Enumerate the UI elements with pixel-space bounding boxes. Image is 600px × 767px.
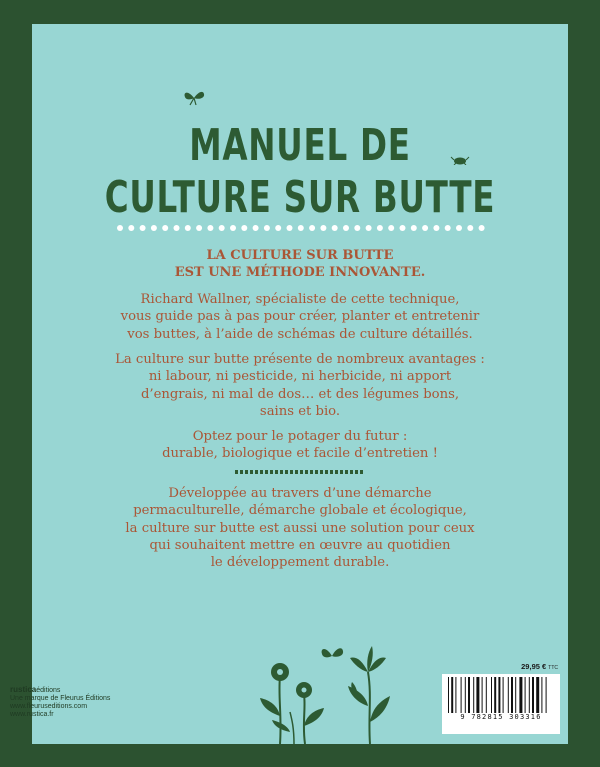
- divider-dot: [219, 225, 225, 231]
- barcode-bar: [486, 677, 487, 713]
- barcode-bar: [529, 677, 530, 713]
- dotted-divider: [116, 224, 488, 232]
- divider-dot: [140, 225, 146, 231]
- divider-dot: [264, 225, 270, 231]
- divider-dot: [388, 225, 394, 231]
- barcode-bar: [473, 677, 474, 713]
- intro-line-1: LA CULTURE SUR BUTTE: [206, 248, 394, 263]
- divider-dash: [355, 470, 358, 474]
- barcode-bar: [515, 677, 516, 713]
- paragraph-advantages: [72, 351, 528, 420]
- divider-dot: [207, 225, 213, 231]
- paragraph-author: [72, 291, 528, 343]
- barcode-bar: [519, 677, 522, 713]
- intro-line-2: EST UNE MÉTHODE INNOVANTE.: [174, 265, 426, 281]
- publisher-website[interactable]: www.fleuruseditions.com: [10, 703, 88, 710]
- text-line: vos buttes, à l’aide de schémas de culture détaillés.: [127, 326, 473, 342]
- divider-dash: [265, 470, 268, 474]
- text-line: permaculturelle, démarche globale et écologique,: [133, 503, 467, 519]
- text-line: la culture sur butte est aussi une solution pour ceux: [125, 520, 475, 536]
- text-line: Développée au travers d’une démarche: [168, 486, 432, 501]
- cover-panel: [32, 24, 568, 744]
- divider-dash: [310, 470, 313, 474]
- divider-dash: [340, 470, 343, 474]
- divider-dot: [185, 225, 191, 231]
- divider-dot: [162, 225, 168, 231]
- barcode-bar: [482, 677, 483, 713]
- divider-dash: [330, 470, 333, 474]
- barcode-bar: [532, 677, 534, 713]
- divider-dot: [366, 225, 372, 231]
- divider-dot: [354, 225, 360, 231]
- butterfly-icon: [182, 88, 206, 106]
- publisher-line: Une marque de Fleurus Éditions: [10, 695, 111, 702]
- text-line: d’engrais, ni mal de dos… et des légumes bons,: [140, 386, 460, 402]
- divider-dot: [479, 225, 485, 231]
- book-title: [102, 120, 499, 224]
- isbn-digits: 9 782815 303316: [460, 713, 542, 721]
- paragraph-permaculture: [72, 485, 528, 571]
- barcode-bar: [476, 677, 479, 713]
- barcode-bar: [541, 677, 542, 713]
- divider-dot: [411, 225, 417, 231]
- barcode-bar: [525, 677, 526, 713]
- divider-dash: [360, 470, 363, 474]
- divider-dot: [309, 225, 315, 231]
- divider-dash: [285, 470, 288, 474]
- price-unit: TTC: [548, 665, 558, 671]
- paragraph-future: [72, 428, 528, 463]
- barcode-bar: [503, 677, 504, 713]
- dashed-divider: [235, 470, 365, 474]
- barcode: [442, 674, 560, 734]
- barcode-bar: [511, 677, 513, 713]
- divider-dash: [270, 470, 273, 474]
- divider-dot: [377, 225, 383, 231]
- text-line: ni labour, ni pesticide, ni herbicide, ni apport: [148, 369, 452, 385]
- divider-dot: [287, 225, 293, 231]
- divider-dash: [305, 470, 308, 474]
- divider-dash: [260, 470, 263, 474]
- text-line: sains et bio.: [259, 403, 341, 419]
- divider-dot: [320, 225, 326, 231]
- text-line: qui souhaitent mettre en œuvre au quotidien: [149, 537, 451, 553]
- divider-dot: [422, 225, 428, 231]
- divider-dash: [295, 470, 298, 474]
- barcode-bar: [494, 677, 496, 713]
- text-line: La culture sur butte présente de nombreux avantages :: [115, 352, 485, 367]
- divider-dash: [275, 470, 278, 474]
- divider-dot: [117, 225, 123, 231]
- divider-dash: [300, 470, 303, 474]
- divider-dot: [128, 225, 134, 231]
- text-line: le développement durable.: [210, 555, 390, 571]
- price-value: 29,95 €: [521, 662, 547, 671]
- divider-dot: [151, 225, 157, 231]
- barcode-bar: [508, 677, 509, 713]
- divider-dash: [335, 470, 338, 474]
- publisher-brand: rustica: [10, 685, 37, 694]
- intro-text: [72, 247, 528, 282]
- divider-dot: [400, 225, 406, 231]
- divider-dash: [280, 470, 283, 474]
- publisher-website[interactable]: www.rustica.fr: [10, 711, 54, 718]
- barcode-bar: [546, 677, 547, 713]
- title-line-2: CULTURE SUR BUTTE: [104, 172, 496, 223]
- flowers-illustration: [250, 636, 400, 744]
- barcode-bar: [451, 677, 453, 713]
- barcode-bar: [536, 677, 539, 713]
- divider-dot: [174, 225, 180, 231]
- publisher-info: [10, 686, 110, 719]
- divider-dot: [343, 225, 349, 231]
- divider-dash: [345, 470, 348, 474]
- text-line: vous guide pas à pas pour créer, planter et entretenir: [120, 309, 480, 325]
- divider-dot: [230, 225, 236, 231]
- divider-dot: [456, 225, 462, 231]
- divider-dash: [245, 470, 248, 474]
- barcode-bar: [468, 677, 470, 713]
- divider-dot: [332, 225, 338, 231]
- divider-dot: [433, 225, 439, 231]
- text-line: durable, biologique et facile d’entretien !: [162, 446, 438, 462]
- text-line: Optez pour le potager du futur :: [192, 429, 408, 444]
- divider-dash: [290, 470, 293, 474]
- divider-dot: [241, 225, 247, 231]
- text-line: Richard Wallner, spécialiste de cette technique,: [140, 292, 460, 307]
- barcode-bar: [498, 677, 500, 713]
- barcode-bar: [448, 677, 449, 713]
- divider-dash: [250, 470, 253, 474]
- divider-dash: [315, 470, 318, 474]
- barcode-bar: [465, 677, 466, 713]
- divider-dot: [196, 225, 202, 231]
- divider-dot: [298, 225, 304, 231]
- divider-dot: [467, 225, 473, 231]
- price-label: [521, 662, 558, 671]
- divider-dot: [253, 225, 259, 231]
- publisher-brand-suffix: éditions: [36, 687, 61, 694]
- barcode-bar: [455, 677, 456, 713]
- title-line-1: MANUEL DE: [189, 120, 411, 171]
- barcode-area: [442, 662, 560, 735]
- divider-dash: [240, 470, 243, 474]
- barcode-bar: [491, 677, 492, 713]
- divider-dot: [275, 225, 281, 231]
- divider-dash: [350, 470, 353, 474]
- divider-dash: [235, 470, 238, 474]
- divider-dot: [445, 225, 451, 231]
- barcode-bar: [461, 677, 462, 713]
- divider-dash: [325, 470, 328, 474]
- divider-dash: [255, 470, 258, 474]
- divider-dash: [320, 470, 323, 474]
